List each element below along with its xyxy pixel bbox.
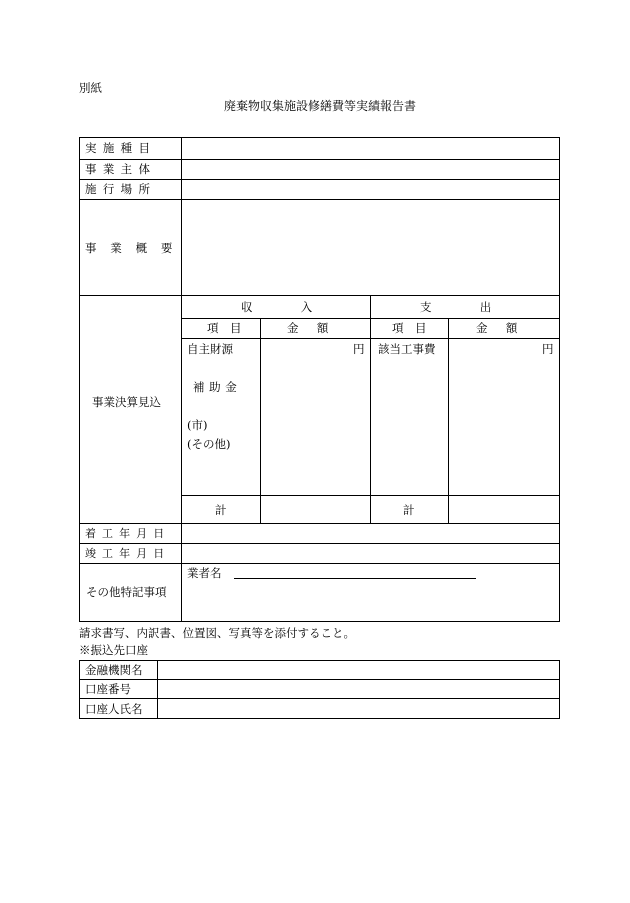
attachment-note: 請求書写、内訳書、位置図、写真等を添付すること。: [79, 626, 355, 640]
table-border: [79, 137, 560, 138]
label-implementation-type: 実施種目: [85, 141, 157, 155]
document-title: 廃棄物収集施設修繕費等実績報告書: [224, 99, 417, 113]
income-yen: 円: [353, 342, 365, 356]
contractor-name-line[interactable]: [234, 578, 476, 579]
label-business-entity: 事業主体: [85, 162, 157, 176]
table-border: [79, 718, 560, 719]
table-border: [157, 660, 158, 719]
table-border: [559, 660, 560, 719]
label-start-date: 着工年月日: [85, 527, 171, 540]
expense-yen: 円: [542, 342, 554, 356]
income-header: 収 入: [241, 300, 316, 314]
table-border: [79, 698, 560, 699]
table-border: [79, 543, 560, 544]
expense-header: 支 出: [420, 300, 495, 314]
bank-institution-label: 金融機関名: [85, 663, 143, 677]
table-border: [79, 295, 560, 296]
income-other: (その他): [187, 437, 231, 451]
table-border: [79, 159, 560, 160]
income-item-header: 項目: [207, 321, 253, 335]
table-border: [370, 295, 371, 524]
table-border: [79, 199, 560, 200]
income-amount-header: 金 額: [287, 321, 332, 335]
table-border: [79, 621, 560, 622]
table-border: [79, 137, 80, 622]
label-completion-date: 竣工年月日: [85, 547, 171, 560]
table-border: [260, 318, 261, 524]
table-border: [559, 137, 560, 622]
table-border: [79, 679, 560, 680]
expense-item-header: 項目: [392, 321, 438, 335]
contractor-label: 業者名: [187, 566, 222, 580]
income-own-funds: 自主財源: [187, 342, 233, 356]
table-border: [79, 660, 80, 719]
attachment-label: 別紙: [79, 81, 102, 95]
table-border: [79, 563, 560, 564]
table-border: [181, 137, 182, 622]
label-special-notes: その他特記事項: [86, 585, 167, 599]
label-budget-estimate: 事業決算見込: [92, 395, 161, 409]
expense-construction-cost: 該当工事費: [378, 342, 436, 356]
table-border: [79, 179, 560, 180]
table-border: [448, 318, 449, 524]
income-subsidy: 補助金: [193, 380, 242, 394]
label-construction-site: 施行場所: [85, 182, 157, 196]
bank-section-title: ※振込先口座: [79, 643, 148, 657]
income-city: (市): [187, 418, 208, 432]
bank-account-number-label: 口座番号: [85, 682, 131, 696]
income-total-label: 計: [215, 503, 227, 517]
bank-account-holder-label: 口座人氏名: [85, 702, 143, 716]
expense-total-label: 計: [403, 503, 415, 517]
table-border: [79, 660, 560, 661]
expense-amount-header: 金 額: [476, 321, 521, 335]
label-project-overview: 事業概要: [85, 241, 187, 255]
table-border: [79, 523, 560, 524]
